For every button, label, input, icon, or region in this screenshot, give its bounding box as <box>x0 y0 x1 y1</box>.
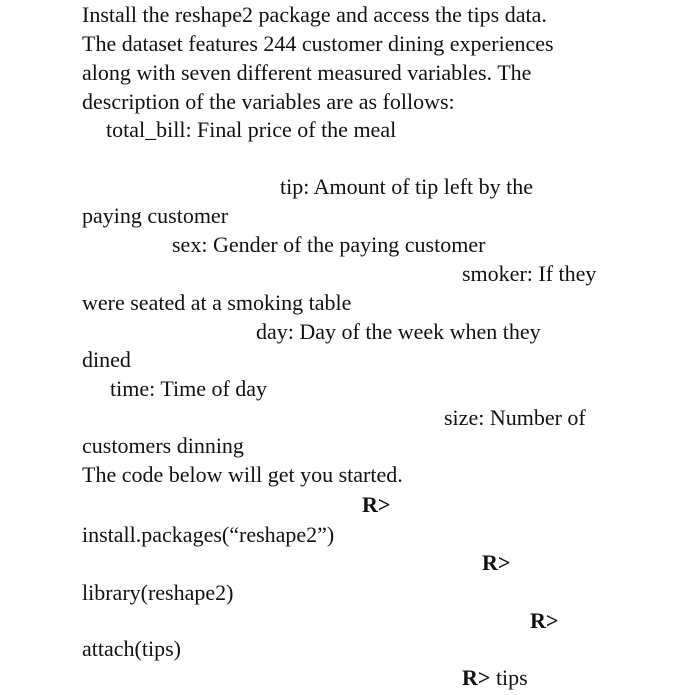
variable-smoker-line-1: smoker: If they <box>462 261 597 286</box>
command-tips: tips <box>495 665 528 690</box>
command-library: library(reshape2) <box>82 580 234 605</box>
r-prompt-4-line <box>462 663 528 692</box>
intro-line-4: description of the variables are as follows: <box>82 89 455 114</box>
variable-tip-line-1: tip: Amount of tip left by the <box>280 174 533 199</box>
intro-line-1: Install the reshape2 package and access the tips data. <box>82 2 547 27</box>
intro-line-3: along with seven different measured variables. The <box>82 60 532 85</box>
code-intro: The code below will get you started. <box>82 462 403 487</box>
variable-size-line-1: size: Number of <box>444 405 586 430</box>
intro-line-2: The dataset features 244 customer dining experiences <box>82 31 554 56</box>
r-prompt-3: R> <box>530 608 559 633</box>
r-prompt-2: R> <box>482 550 511 575</box>
variable-smoker-line-2: were seated at a smoking table <box>82 290 352 315</box>
variable-total-bill: total_bill: Final price of the meal <box>106 117 397 142</box>
variable-day-line-2: dined <box>82 347 131 372</box>
r-prompt-4: R> <box>462 665 491 690</box>
r-prompt-1: R> <box>362 492 391 517</box>
command-install: install.packages(“reshape2”) <box>82 522 335 547</box>
variable-day-line-1: day: Day of the week when they <box>256 319 541 344</box>
variable-size-line-2: customers dinning <box>82 433 244 458</box>
variable-sex: sex: Gender of the paying customer <box>172 232 486 257</box>
variable-tip-line-2: paying customer <box>82 203 229 228</box>
variable-time: time: Time of day <box>110 376 268 401</box>
command-attach: attach(tips) <box>82 636 181 661</box>
